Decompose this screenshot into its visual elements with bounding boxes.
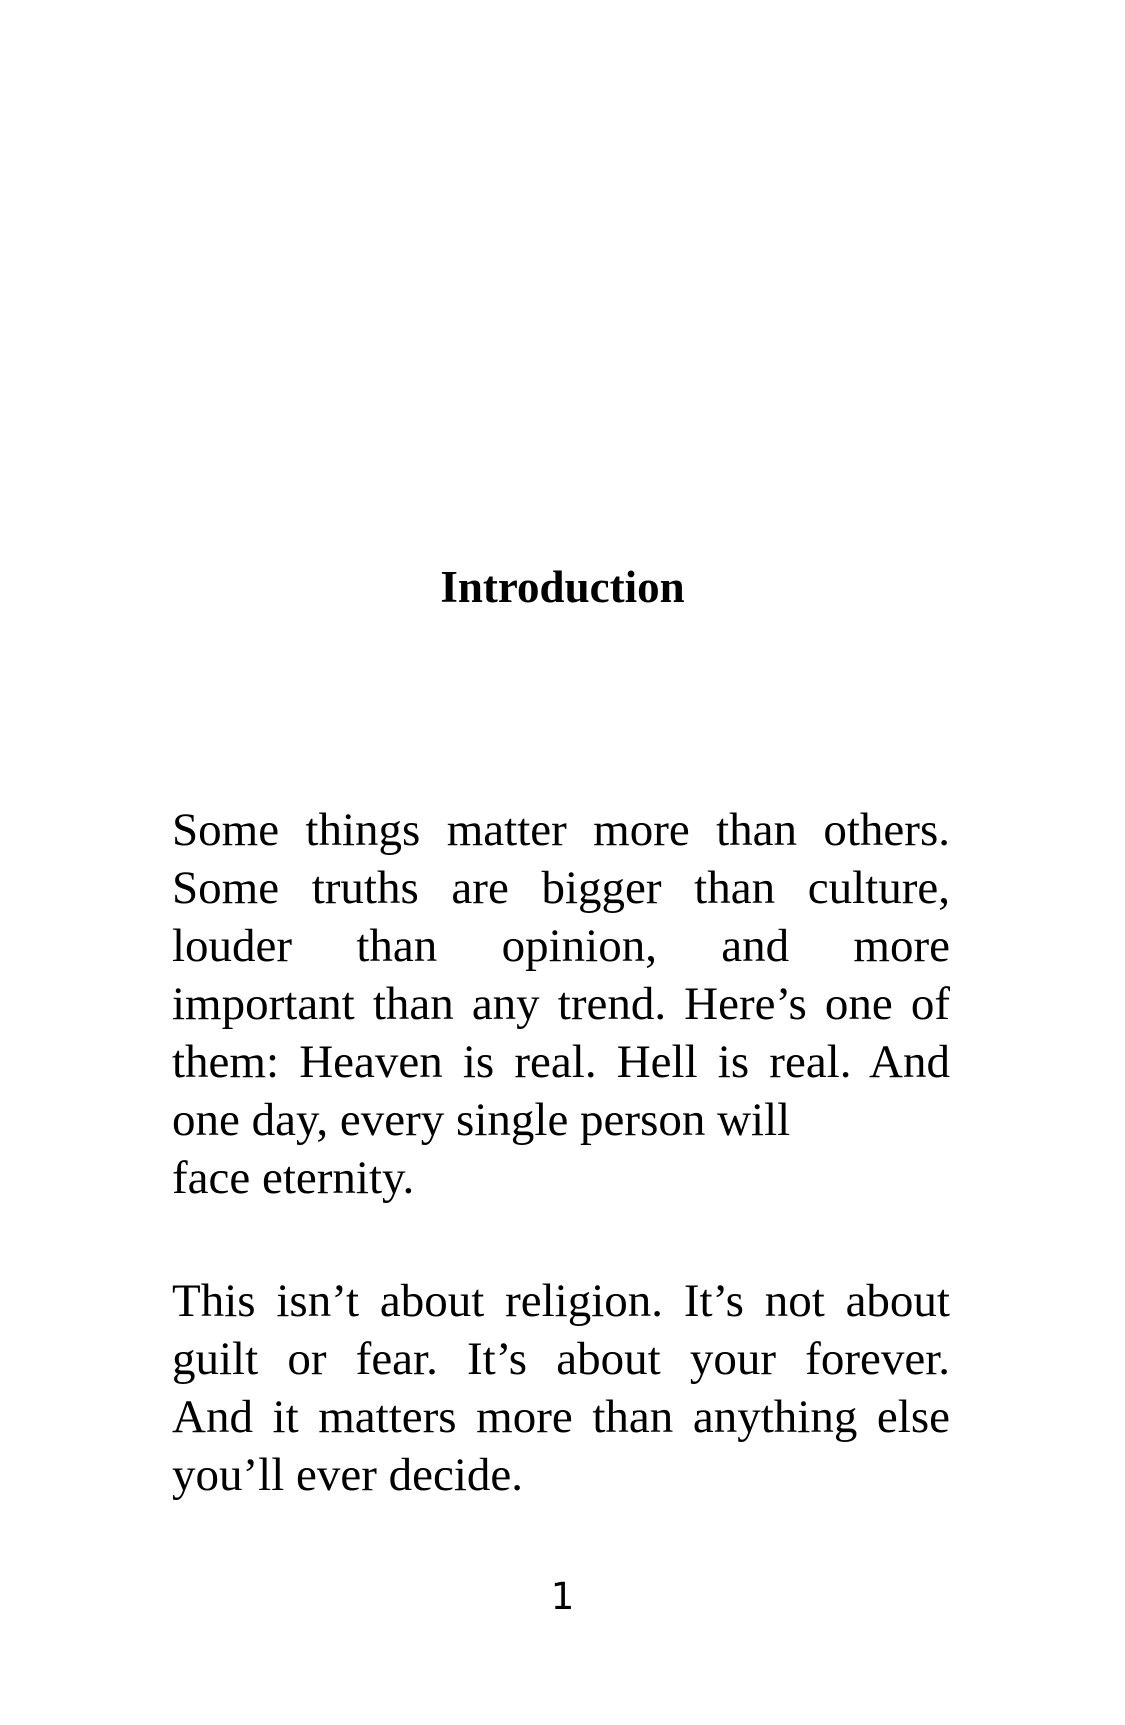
text-line: face eternity.	[172, 1152, 415, 1204]
paragraph	[172, 801, 950, 1207]
paragraph	[172, 1272, 950, 1504]
text-line: This isn’t about religion. It’s not about	[172, 1275, 950, 1327]
page-number: 1	[550, 1575, 575, 1618]
text-line: Some truths are bigger than culture,	[172, 862, 950, 914]
text-line: one day, every single person will	[172, 1094, 791, 1146]
body-text	[172, 801, 950, 1504]
text-line: Some things matter more than others.	[172, 804, 950, 856]
text-line: important than any trend. Here’s one of	[172, 978, 950, 1030]
text-line: you’ll ever decide.	[172, 1449, 524, 1501]
text-line: guilt or fear. It’s about your forever.	[172, 1333, 950, 1385]
text-line: And it matters more than anything else	[172, 1391, 950, 1443]
text-line: louder than opinion, and more	[172, 920, 950, 972]
text-line: them: Heaven is real. Hell is real. And	[172, 1036, 950, 1088]
chapter-title: Introduction	[440, 562, 685, 612]
